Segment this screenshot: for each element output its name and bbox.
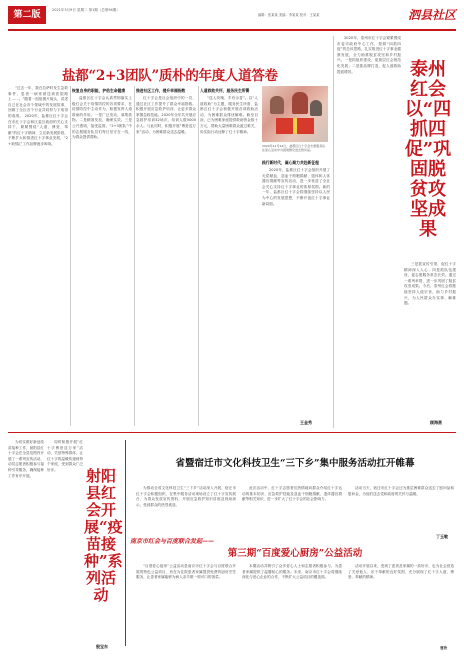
article-1-subhead-2: 推进社区工作，提升幸福指数 <box>136 88 186 93</box>
column-divider <box>198 86 199 426</box>
column-divider <box>125 440 126 646</box>
article-2-column-b: 三是抓宣传引领，促红十字精神深入人心；四是抓队伍建设，促志愿服务常态长效。通过一系列举措，进一步巩固了脱贫攻坚成果。今后，泰州红会将继续坚持人道宗旨，助力乡村振兴，为人民群众办实事、解难题。 <box>404 262 456 306</box>
article-5-column-a: “百度爱心厨房”公益活动是南京市红十字会与百度联合开展的特色公益项目，旨在为住院患者家属提供免费的厨房烹饪服务，让患者家属能够为病人亲手做一顿可口的饭菜。 <box>136 564 236 580</box>
article-1-subhead-3: 人道救助关怀，服务民生所需 <box>200 88 250 93</box>
article-1-column-a: “过去一年，我在拉萨时发生急救事件，患者一病常被送到医院路上……。”随着一组组图片镜头，讲述自己在社会各个领域中的发展故事，回顾了全区各个行业共同努力下取得的成绩。 2020年，盐都区红十字会在市红十字会和区委区政府的关心支持下，紧紧围绕“人道、博爱、奉献”的红十字精神，立足新发展阶段，不断扩大和推进红十字事业发展，“2+3团队”工作品牌逐步叫响。 <box>8 86 68 146</box>
column-divider <box>70 86 71 426</box>
article-5-author: 曹欣 <box>440 646 448 650</box>
article-3-title: 射阳县红会开展“疫苗接种”系列活动 <box>84 467 123 604</box>
article-1-column-b: 盐都区红十字会认真贯彻落实上级红会关于疫情防控的各项要求，在疫情防控中主动作为，积极发挥人道救助的作用。一是广泛发动，募集款物。二是精准发放，确保实效。三是公开透明，接受监督。“2+3团队”中的志愿服务队员们每日坚守在一线，为群众提供帮助。 <box>72 96 132 140</box>
photo-caption: 2020年12月24日，盐都区红十字会志愿服务队在爱心活动中为困难群众送去慰问品。 <box>262 144 326 153</box>
masthead <box>8 6 456 28</box>
masthead-rule <box>8 29 456 31</box>
article-2-author: 顾海燕 <box>430 420 442 425</box>
article-5-title: 第三期“百度爱心厨房”公益活动 <box>227 548 363 559</box>
section-divider <box>8 432 456 433</box>
header-info: 编辑：张某某 美编：李某某 校对：王某某 <box>258 13 320 17</box>
article-2-title: 泰州红会以“四抓四促”巩固脱贫攻坚成果 <box>404 59 452 240</box>
article-1-author: 王金秀 <box>300 420 312 425</box>
article-1-column-d: “送人玫瑰，手有余香”。以“人道救助”为主题，服务民生所需，盐都区红十字会积极开展各项救助活动，为困难群众排忧解难。截至目前，已为困难家庭提供救助资金数十万元，帮助大量困难群众渡过难关，用实际行动诠释了红十字精神。 <box>200 96 258 134</box>
article-5-column-c: 活动开展以来，受到了患者及家属的一致好评，也为社会营造了关爱他人、乐于奉献的良好氛围，充分展现了红十字人道、博爱、奉献的精神。 <box>348 564 454 580</box>
article-4-title: 省暨宿迁市文化科技卫生“三下乡”集中服务活动扛开帷幕 <box>175 458 415 469</box>
article-5-banner: 南京市红会与百度联合发起—— <box>130 538 215 545</box>
article-4-column-c: 活动当天，宿迁市红十字会还为基层困难群众送去了慰问品和慰问金，为他们送去党和政府的关怀与温暖。 <box>348 486 454 496</box>
article-1-column-c: 红十字会是社会组织中的一员，通过社区工作提升了群众幸福指数。积极开展应急救护培训，让更多群众掌握急救技能。2020年全年共开展应急救护培训32场次，培训人数5000余人。与此同时，积极开展“博爱送万家”活动，为困难群众送去温暖。 <box>136 96 196 134</box>
article-1-subhead-4: 践行新时代，凝心聚力共赴新征程 <box>262 160 319 165</box>
article-1-column-e: 2020年，盐都区红十字会组织开展了无偿献血、造血干细胞捐献、遗体和人体器官捐献等宣传活动，进一步营造了全社会关心支持红十字事业的浓厚氛围。新的一年，盐都区红十字会将继续坚持以人民为中心的发展思想，不断开创红十字事业新局面。 <box>262 168 330 206</box>
paper-name: 泗县社区 <box>407 8 456 22</box>
edition-tag: 第二版 <box>8 6 46 24</box>
article-3-column-a: 为切实做好新冠疫苗接种工作，射阳县红十字会在全县范围内开展了一系列宣传活动，动员志愿者积极参与接种引导服务，确保接种工作有序开展。 <box>8 440 44 478</box>
article-4-column-b: 此次活动中，红十字志愿者们热情地向群众介绍红十字运动的基本知识、应急救护技能及造血干细胞捐献、遗体器官捐献等相关知识，进一步扩大了红十字会的社会影响力。 <box>242 486 342 502</box>
article-3-author: 殷宝东 <box>96 644 108 649</box>
article-4-column-a: 为推动全省文化科技卫生“三下乡”活动深入开展，宿迁市红十字会积极组织，在集中服务活动现场设立了红十字宣传展台，为群众发放宣传资料，开展应急救护知识讲座及现场演示，受到群众的热烈欢迎。 <box>136 486 236 507</box>
article-2-column-a: 2020年，泰州市红十字会紧紧围绕市委市政府中心工作，按照“四抓四促”的总体思路，扎实推进红十字事业健康发展，全力助推脱贫攻坚和乡村振兴。一是抓组织建设，促基层红会规范化发展；二是抓品牌打造，促人道救助提质增效。 <box>337 36 401 74</box>
article-3-column-b: 同时积极开展“红十字博爱送万家”活动，关爱特殊群体，让红十字的温暖传递到每个家庭，受到群众广泛好评。 <box>47 440 83 472</box>
publication-date: 2021年3月9日 星期二 第1期（总第94期） <box>52 8 120 12</box>
charity-event-photo <box>262 86 328 142</box>
column-divider <box>134 86 135 426</box>
column-divider <box>333 36 334 428</box>
article-5-column-b: 本期活动共吸引了众多爱心人士和志愿者积极参与，为患者家属提供了温馨贴心的服务。未来，南京市红十字会将继续深化与爱心企业的合作，不断扩大公益项目的覆盖面。 <box>242 564 342 580</box>
article-1-subhead-1: 恢复自身的职能，护佑生命健康 <box>72 88 126 93</box>
article-1-title: 盐都“2+3团队”质朴的年度人道答卷 <box>62 68 278 84</box>
article-4-author: 丁玉敏 <box>436 534 448 539</box>
